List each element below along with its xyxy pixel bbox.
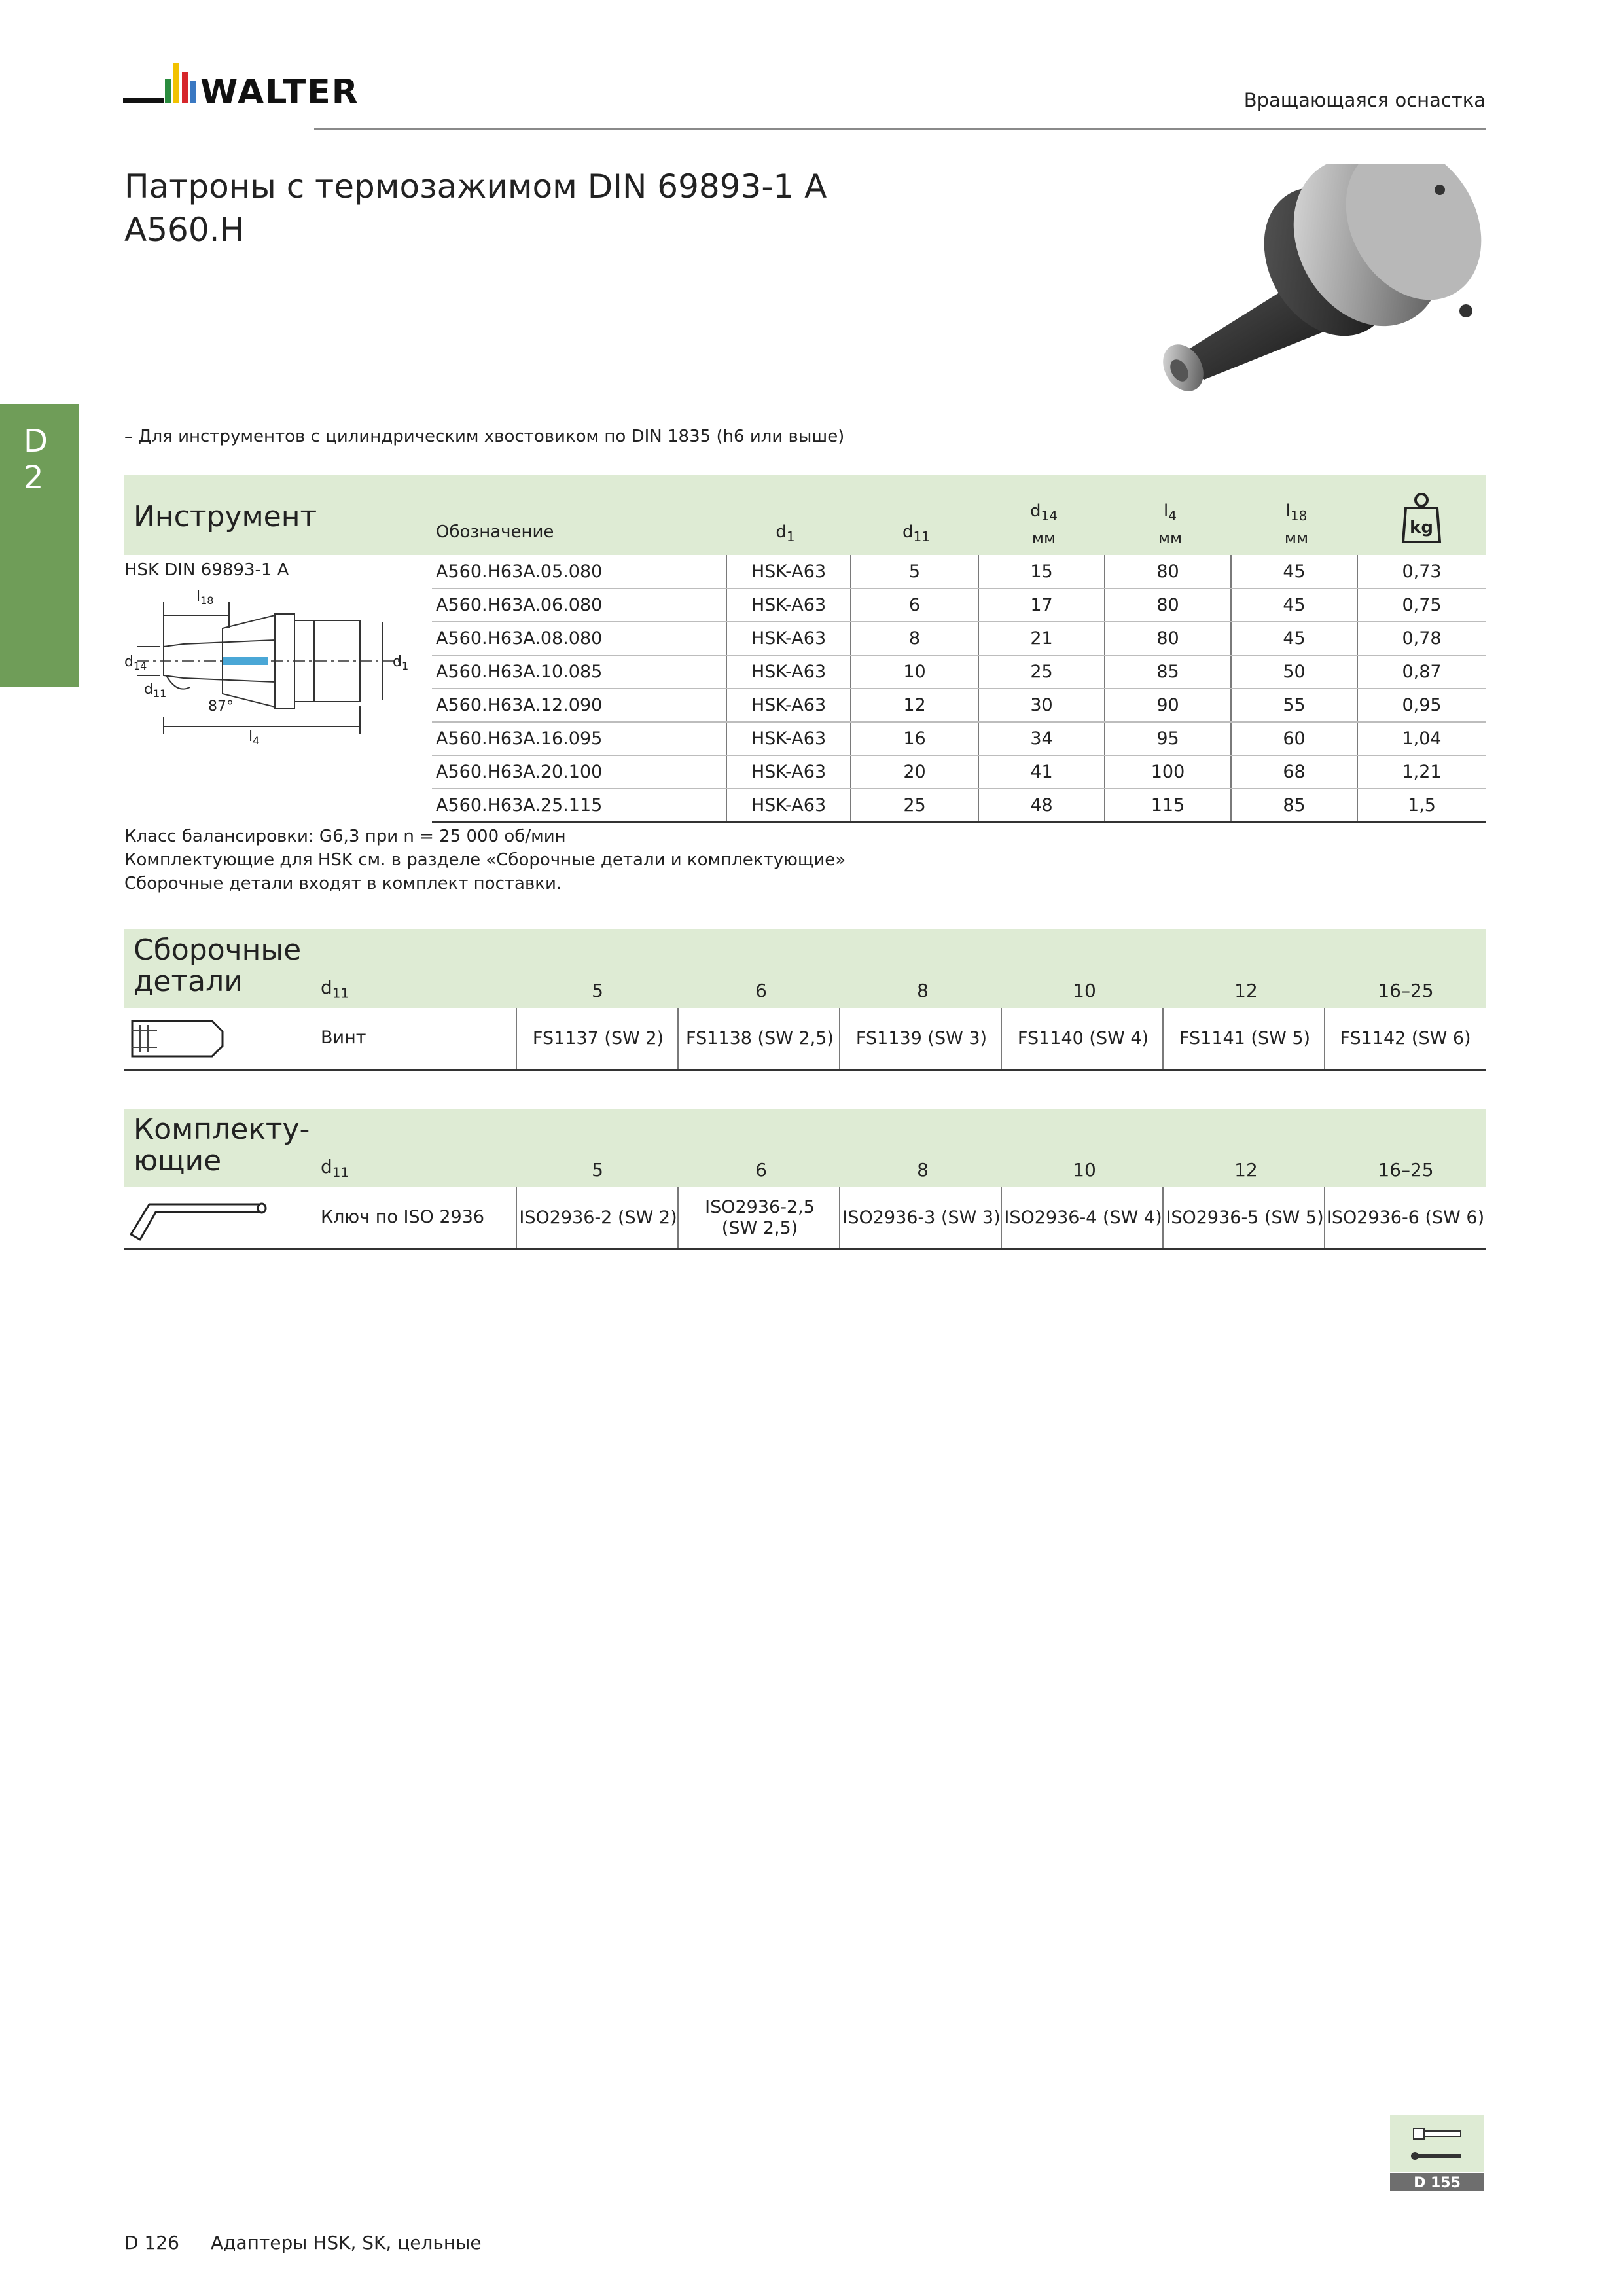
walter-logo	[123, 60, 398, 119]
cell-l4: 115	[1105, 789, 1231, 822]
cell-designation: A560.H63A.20.100	[432, 755, 726, 789]
assembly-row-label: Винт	[321, 1028, 366, 1048]
assembly-header	[124, 929, 1486, 1008]
accessories-col: 12	[1234, 1159, 1258, 1181]
cell-l4: 95	[1105, 722, 1231, 755]
cell-l18: 50	[1231, 655, 1357, 689]
page-number: D 126	[124, 2232, 179, 2253]
cell-d14: 41	[978, 755, 1105, 789]
assembly-cell: FS1138 (SW 2,5)	[677, 1008, 841, 1069]
cell-weight: 1,5	[1357, 789, 1486, 822]
accessories-cell: ISO2936-2 (SW 2)	[516, 1187, 679, 1248]
cell-designation: A560.H63A.25.115	[432, 789, 726, 822]
cell-designation: A560.H63A.16.095	[432, 722, 726, 755]
table-row	[432, 689, 1486, 722]
accessories-col: 8	[917, 1159, 929, 1181]
cell-d14: 21	[978, 622, 1105, 655]
cell-l4: 90	[1105, 689, 1231, 722]
assembly-cell: FS1142 (SW 6)	[1324, 1008, 1486, 1069]
assembly-col: 8	[917, 980, 929, 1001]
col-header-d1: $d_1$	[776, 522, 795, 545]
cell-d11: 8	[851, 622, 978, 655]
accessories-cell: ISO2936-5 (SW 5)	[1162, 1187, 1326, 1248]
cell-designation: A560.H63A.12.090	[432, 689, 726, 722]
cell-l18: 85	[1231, 789, 1357, 822]
assembly-col: 10	[1073, 980, 1096, 1001]
accessories-cell: ISO2936-2,5 (SW 2,5)	[677, 1187, 841, 1248]
cell-l4: 100	[1105, 755, 1231, 789]
table-row	[432, 555, 1486, 588]
hex-key-icon	[127, 1191, 271, 1244]
cell-d1: HSK-A63	[726, 655, 851, 689]
assembly-col: 6	[755, 980, 767, 1001]
cell-weight: 1,04	[1357, 722, 1486, 755]
cell-l4: 85	[1105, 655, 1231, 689]
cell-weight: 0,75	[1357, 588, 1486, 622]
table-row	[432, 755, 1486, 789]
table-row	[432, 588, 1486, 622]
cell-weight: 0,87	[1357, 655, 1486, 689]
chapter-tab-label: D 2	[24, 423, 49, 496]
title-line-1: Патроны с термозажимом DIN 69893-1 A	[124, 168, 827, 206]
cell-l18: 45	[1231, 588, 1357, 622]
cell-l18: 60	[1231, 722, 1357, 755]
cell-d1: HSK-A63	[726, 622, 851, 655]
cell-l18: 45	[1231, 622, 1357, 655]
cell-d11: 5	[851, 555, 978, 588]
cell-d11: 16	[851, 722, 978, 755]
dim-d1: $d_1$	[393, 654, 409, 672]
note-balancing: Класс балансировки: G6,3 при n = 25 000 об/мин	[124, 827, 566, 846]
cell-d14: 15	[978, 555, 1105, 588]
technical-drawing	[124, 589, 432, 759]
dim-d11: $d_{11}$	[144, 681, 167, 700]
weight-icon	[1400, 492, 1442, 545]
cell-d11: 25	[851, 789, 978, 822]
notes	[124, 825, 846, 895]
accessories-row	[124, 1187, 1486, 1250]
cell-d14: 25	[978, 655, 1105, 689]
accessories-label: Комплекту- ющие	[134, 1113, 310, 1177]
cell-weight: 0,95	[1357, 689, 1486, 722]
cell-d1: HSK-A63	[726, 588, 851, 622]
assembly-cell: FS1139 (SW 3)	[839, 1008, 1003, 1069]
cell-l18: 55	[1231, 689, 1357, 722]
cell-d14: 30	[978, 689, 1105, 722]
accessories-cell: ISO2936-4 (SW 4)	[1001, 1187, 1164, 1248]
assembly-cell: FS1141 (SW 5)	[1162, 1008, 1326, 1069]
tool-section-label: Инструмент	[134, 500, 317, 533]
note-delivery: Сборочные детали входят в комплект поставки.	[124, 874, 562, 893]
cell-weight: 0,73	[1357, 555, 1486, 588]
dim-l18: $l_{18}$	[196, 589, 214, 607]
footer-chapter: Адаптеры HSK, SK, цельные	[211, 2232, 482, 2253]
cell-d14: 48	[978, 789, 1105, 822]
cell-d1: HSK-A63	[726, 555, 851, 588]
cell-d1: HSK-A63	[726, 755, 851, 789]
title-line-2: A560.H	[124, 211, 245, 249]
col-header-d11: $d_{11}$	[902, 522, 930, 545]
intro-text: – Для инструментов с цилиндрическим хвостовиком по DIN 1835 (h6 или выше)	[124, 427, 845, 446]
cell-l4: 80	[1105, 588, 1231, 622]
cell-d14: 34	[978, 722, 1105, 755]
cell-d11: 10	[851, 655, 978, 689]
dim-d14: $d_{14}$	[124, 654, 147, 672]
accessories-col: 5	[592, 1159, 603, 1181]
table-row	[432, 789, 1486, 822]
hsk-group-label: HSK DIN 69893-1 A	[124, 560, 289, 580]
accessories-cell: ISO2936-3 (SW 3)	[839, 1187, 1003, 1248]
col-header-designation: Обозначение	[436, 522, 554, 542]
assembly-col-d11: $d_{11}$	[321, 977, 349, 1001]
accessories-col: 16–25	[1378, 1159, 1434, 1181]
accessories-header	[124, 1109, 1486, 1187]
accessories-cell: ISO2936-6 (SW 6)	[1324, 1187, 1486, 1248]
crossref-label: D 155	[1414, 2175, 1461, 2191]
accessories-col: 10	[1073, 1159, 1096, 1181]
assembly-row	[124, 1008, 1486, 1071]
cell-l4: 80	[1105, 555, 1231, 588]
col-header-l4: $l_4$ мм	[1158, 501, 1183, 548]
dim-angle: 87°	[208, 698, 234, 715]
assembly-col: 16–25	[1378, 980, 1434, 1001]
cell-d11: 20	[851, 755, 978, 789]
table-row	[432, 622, 1486, 655]
section-title: Вращающаяся оснастка	[1243, 89, 1486, 111]
cell-d14: 17	[978, 588, 1105, 622]
chapter-tab	[0, 404, 79, 687]
col-header-l18: $l_{18}$ мм	[1284, 501, 1309, 548]
logo-text: WALTER	[200, 73, 359, 112]
crossref-box	[1390, 2115, 1484, 2191]
tool-table	[432, 555, 1486, 823]
cell-designation: A560.H63A.08.080	[432, 622, 726, 655]
cell-weight: 1,21	[1357, 755, 1486, 789]
cell-l18: 45	[1231, 555, 1357, 588]
assembly-col: 12	[1234, 980, 1258, 1001]
chuck-photo	[1132, 164, 1499, 393]
cell-designation: A560.H63A.10.085	[432, 655, 726, 689]
accessories-col-d11: $d_{11}$	[321, 1156, 349, 1181]
cell-d1: HSK-A63	[726, 722, 851, 755]
svg-text:kg: kg	[1410, 518, 1433, 537]
note-accessories: Комплектующие для HSK см. в разделе «Сборочные детали и комплектующие»	[124, 850, 846, 870]
header-divider	[314, 128, 1486, 130]
accessories-col: 6	[755, 1159, 767, 1181]
cell-d1: HSK-A63	[726, 789, 851, 822]
page-title	[124, 165, 827, 251]
cell-d1: HSK-A63	[726, 689, 851, 722]
cell-designation: A560.H63A.05.080	[432, 555, 726, 588]
cell-designation: A560.H63A.06.080	[432, 588, 726, 622]
screw-icon	[127, 1016, 225, 1062]
cell-weight: 0,78	[1357, 622, 1486, 655]
assembly-col: 5	[592, 980, 603, 1001]
assembly-cell: FS1137 (SW 2)	[516, 1008, 679, 1069]
assembly-label: Сборочные детали	[134, 933, 302, 998]
table-row	[432, 722, 1486, 755]
dim-l4: $l_4$	[249, 728, 260, 747]
table-row	[432, 655, 1486, 689]
accessories-row-label: Ключ по ISO 2936	[321, 1207, 485, 1227]
assembly-cell: FS1140 (SW 4)	[1001, 1008, 1164, 1069]
cell-d11: 6	[851, 588, 978, 622]
col-header-d14: $d_{14}$ мм	[1030, 501, 1058, 548]
cell-l4: 80	[1105, 622, 1231, 655]
cell-l18: 68	[1231, 755, 1357, 789]
cell-d11: 12	[851, 689, 978, 722]
